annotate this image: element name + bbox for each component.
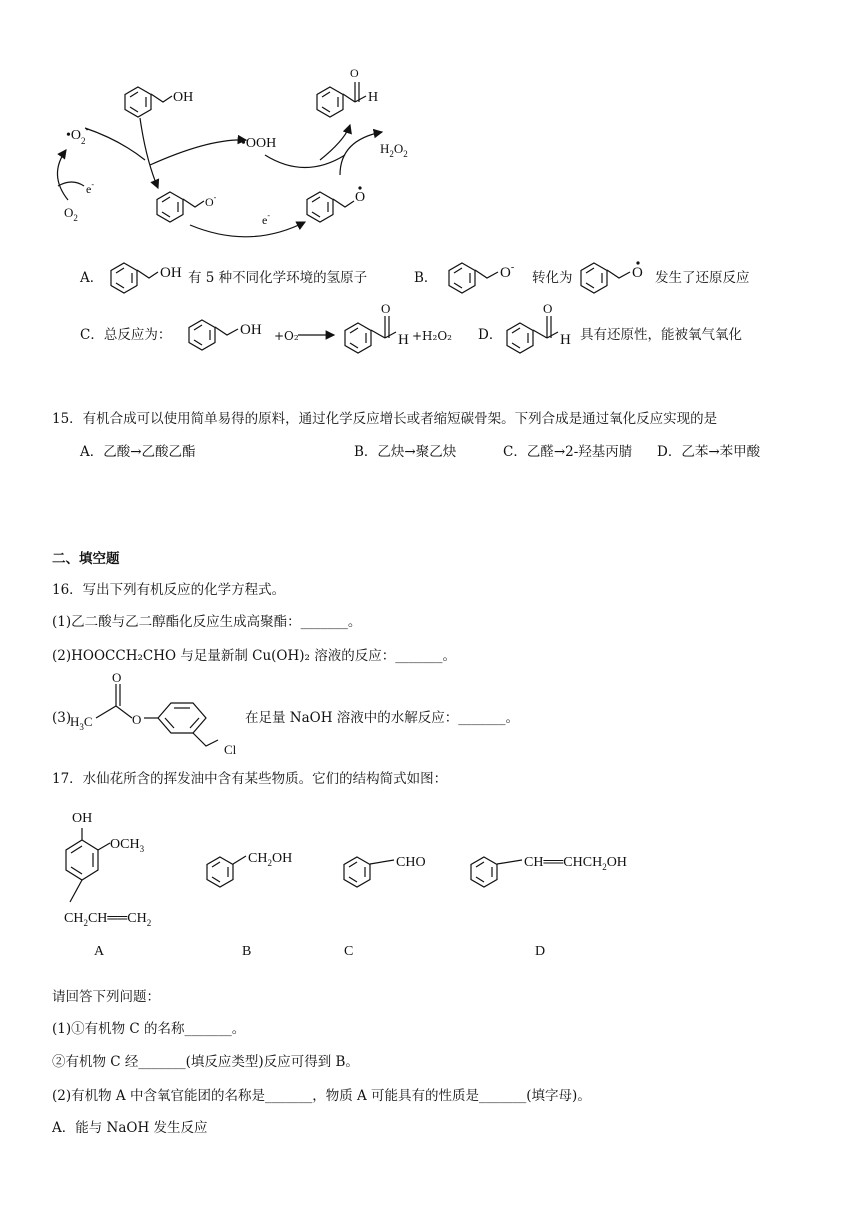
q14-b-structure-right <box>574 259 664 299</box>
q14-c-oh: OH <box>240 322 262 338</box>
electron-label-bottom: e- <box>262 211 270 227</box>
q17-stem: 17．水仙花所含的挥发油中含有某些物质。它们的结构简式如图： <box>52 771 448 787</box>
benzyl-oxy-radical-structure <box>307 186 365 222</box>
benzyl-alcohol-structure <box>125 87 193 117</box>
q16-ester-o: O <box>132 712 142 727</box>
q14-a-oh: OH <box>160 265 182 281</box>
benzyl-alkoxide-structure <box>157 192 217 222</box>
q17-part2: (2)有机物 A 中含氧官能团的名称是_______，物质 A 可能具有的性质是_______(填字母)。 <box>52 1088 591 1104</box>
o2-label: $O_2$ <box>64 205 78 223</box>
h2o2-label: $H_2O_2$ <box>380 141 408 159</box>
q14-b-o-minus: O- <box>500 262 515 281</box>
q14-option-b-prefix: B． <box>414 270 438 286</box>
q17-a-oh: OH <box>72 811 93 826</box>
q15-stem: 15．有机合成可以使用简单易得的原料，通过化学反应增长或者缩短碳骨架。下列合成是通过氧化反应实现的是 <box>52 411 718 427</box>
q17-a-methoxy: $OCH_3$ <box>110 837 145 854</box>
q17-label-a: A <box>94 944 105 959</box>
hydroperoxyl-label: •OOH <box>241 136 277 151</box>
q14-option-a-prefix: A． <box>80 270 104 286</box>
q17-part1b: ②有机物 C 经_______(填反应类型)反应可得到 B。 <box>52 1054 359 1070</box>
q14-c-h: H <box>398 332 409 348</box>
q16-part3-prefix: (3) <box>52 710 72 726</box>
q16-carbonyl-o: O <box>112 670 122 685</box>
q16-part1: (1)乙二酸与乙二醇酯化反应生成高聚酯：_______。 <box>52 614 362 630</box>
q16-chloro: Cl <box>224 742 237 757</box>
q14-d-o: O <box>543 301 553 316</box>
q17-structures <box>60 800 760 965</box>
section-heading: 二、填空题 <box>52 551 120 567</box>
q17-b-group: $CH_2OH$ <box>248 851 293 868</box>
q17-prompt: 请回答下列问题： <box>52 989 160 1005</box>
q14-option-a-text: 有 5 种不同化学环境的氢原子 <box>188 270 368 286</box>
q14-c-plus-h2o2: +H₂O₂ <box>412 329 452 343</box>
q16-part2: (2)HOOCCH₂CHO 与足量新制 Cu(OH)₂ 溶液的反应：_______。 <box>52 648 456 664</box>
q14-option-b-text: 发生了还原反应 <box>655 270 750 286</box>
radical-o-label: O <box>355 190 366 205</box>
q14-option-d-prefix: D． <box>478 327 503 343</box>
q14-c-product <box>338 300 418 355</box>
q14-c-plus-o2: +O₂ <box>274 329 299 343</box>
electron-label-left: e- <box>86 180 94 196</box>
q14-b-o-radical: O <box>632 265 643 281</box>
q17-option-a: A．能与 NaOH 发生反应 <box>52 1120 208 1136</box>
q14-c-arrow <box>298 330 338 340</box>
mechanism-diagram <box>0 0 860 260</box>
q15-option-a: A．乙酸→乙酸乙酯 <box>80 444 196 460</box>
q14-c-reactant <box>180 316 275 356</box>
q14-d-h: H <box>560 332 571 348</box>
q14-b-structure-left <box>440 259 530 299</box>
q14-option-b-mid: 转化为 <box>532 270 573 286</box>
q17-label-b: B <box>242 944 252 959</box>
q14-a-structure <box>104 259 184 299</box>
q14-d-structure <box>500 300 580 355</box>
oh-label: OH <box>173 90 194 105</box>
superoxide-label: $•O_2^-$ <box>66 124 89 146</box>
q17-d-group: $CH══CHCH_2OH$ <box>524 855 627 872</box>
q15-option-b: B．乙炔→聚乙炔 <box>354 444 457 460</box>
q17-label-c: C <box>344 944 354 959</box>
q14-option-d-text: 具有还原性，能被氧气氧化 <box>580 327 742 343</box>
aldehyde-o-label: O <box>350 66 359 80</box>
q15-option-c: C．乙醛→2-羟基丙腈 <box>503 444 633 460</box>
alkoxide-o-label: O- <box>205 193 217 209</box>
q17-c-group: CHO <box>396 855 426 870</box>
q15-option-d: D．乙苯→苯甲酸 <box>657 444 761 460</box>
q16-ester-structure <box>66 670 246 760</box>
q17-a-allyl: $CH_2CH══CH_2$ <box>64 911 152 928</box>
q16-stem: 16．写出下列有机反应的化学方程式。 <box>52 582 286 598</box>
q16-part3-text: 在足量 NaOH 溶液中的水解反应：_______。 <box>245 710 520 726</box>
q17-label-d: D <box>535 944 546 959</box>
q17-part1a: (1)①有机物 C 的名称_______。 <box>52 1021 246 1037</box>
aldehyde-h-label: H <box>368 90 379 105</box>
q14-c-o: O <box>381 301 391 316</box>
q14-option-c-prefix: C．总反应为： <box>80 327 172 343</box>
q16-methyl-h: $H_3C$ <box>70 714 93 732</box>
benzaldehyde-structure <box>317 66 378 117</box>
